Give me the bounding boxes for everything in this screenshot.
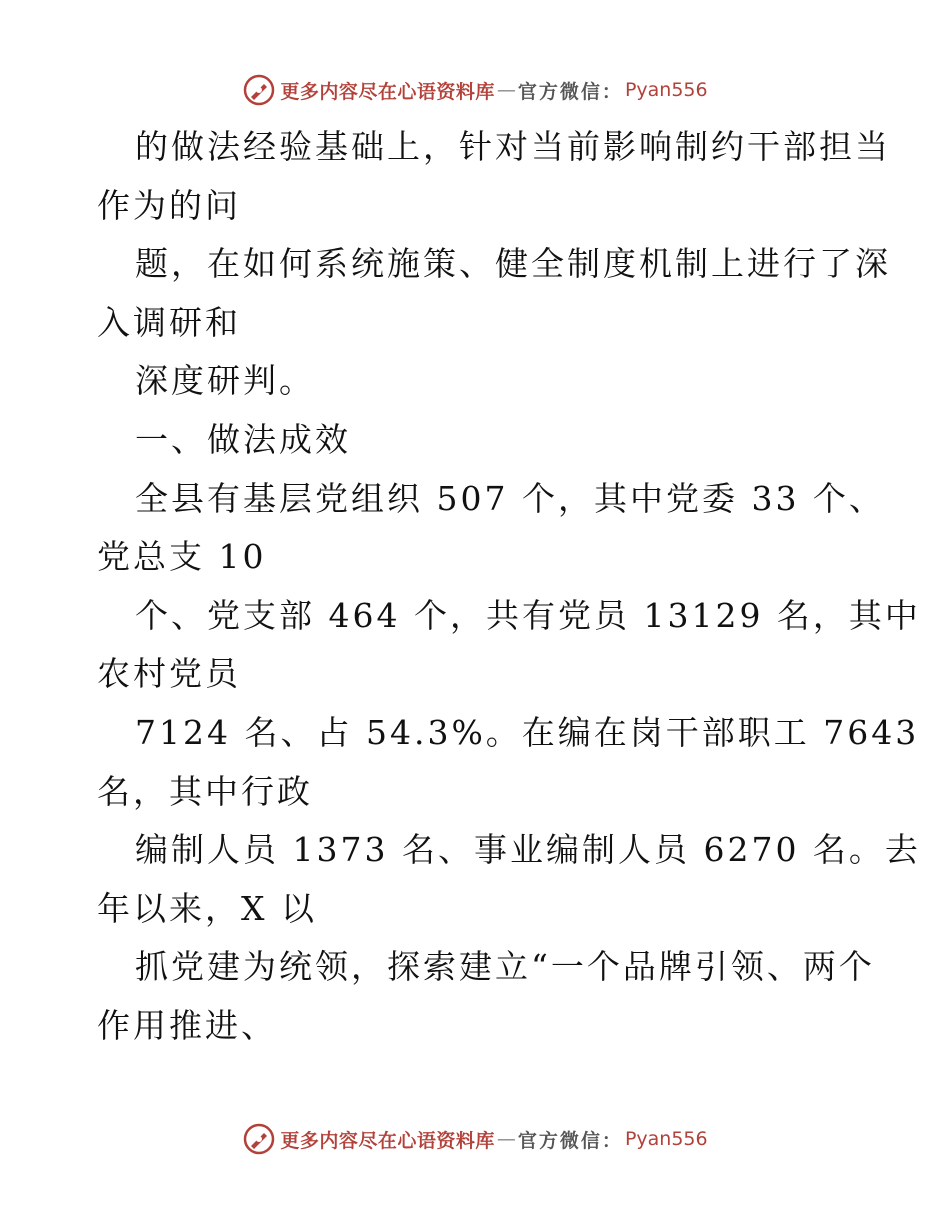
- footer-watermark: [0, 1119, 950, 1159]
- text-line: 编制人员 1373 名、事业编制人员 6270 名。去: [135, 830, 921, 870]
- text-line: 入调研和: [97, 302, 241, 342]
- document-body: [97, 118, 921, 1056]
- text-line: 的做法经验基础上，针对当前影响制约干部担当: [135, 127, 891, 166]
- watermark-site: 更多内容尽在心语资料库: [280, 1129, 495, 1152]
- watermark-dash: —: [496, 79, 516, 101]
- header-watermark: [0, 70, 950, 110]
- text-line: 个、党支部 464 个，共有党员 13129 名，其中: [135, 595, 921, 635]
- watermark-site: 更多内容尽在心语资料库: [280, 80, 495, 103]
- text-line: 题，在如何系统施策、健全制度机制上进行了深: [135, 244, 891, 284]
- text-line: 作为的问: [97, 185, 241, 225]
- watermark-id: Pyan556: [624, 1128, 708, 1150]
- watermark-official: 官方微信：: [517, 1129, 623, 1152]
- section-heading: 一、做法成效: [135, 419, 351, 459]
- text-line: 7124 名、占 54.3%。在编在岗干部职工 7643: [135, 712, 920, 752]
- watermark-dash: —: [496, 1128, 516, 1150]
- text-line: 深度研判。: [135, 361, 315, 401]
- text-line: 作用推进、: [97, 1005, 277, 1045]
- pen-logo-icon: [242, 1122, 276, 1156]
- text-line: 农村党员: [97, 654, 241, 694]
- text-line: 名，其中行政: [97, 771, 313, 811]
- watermark-official: 官方微信：: [517, 80, 623, 103]
- text-line: 全县有基层党组织 507 个，其中党委 33 个、: [135, 478, 885, 518]
- pen-logo-icon: [242, 73, 276, 107]
- text-line: 年以来，X 以: [97, 888, 317, 928]
- text-line: 党总支 10: [97, 537, 267, 577]
- watermark-id: Pyan556: [624, 79, 708, 101]
- text-line: 抓党建为统领，探索建立“一个品牌引领、两个: [135, 947, 875, 987]
